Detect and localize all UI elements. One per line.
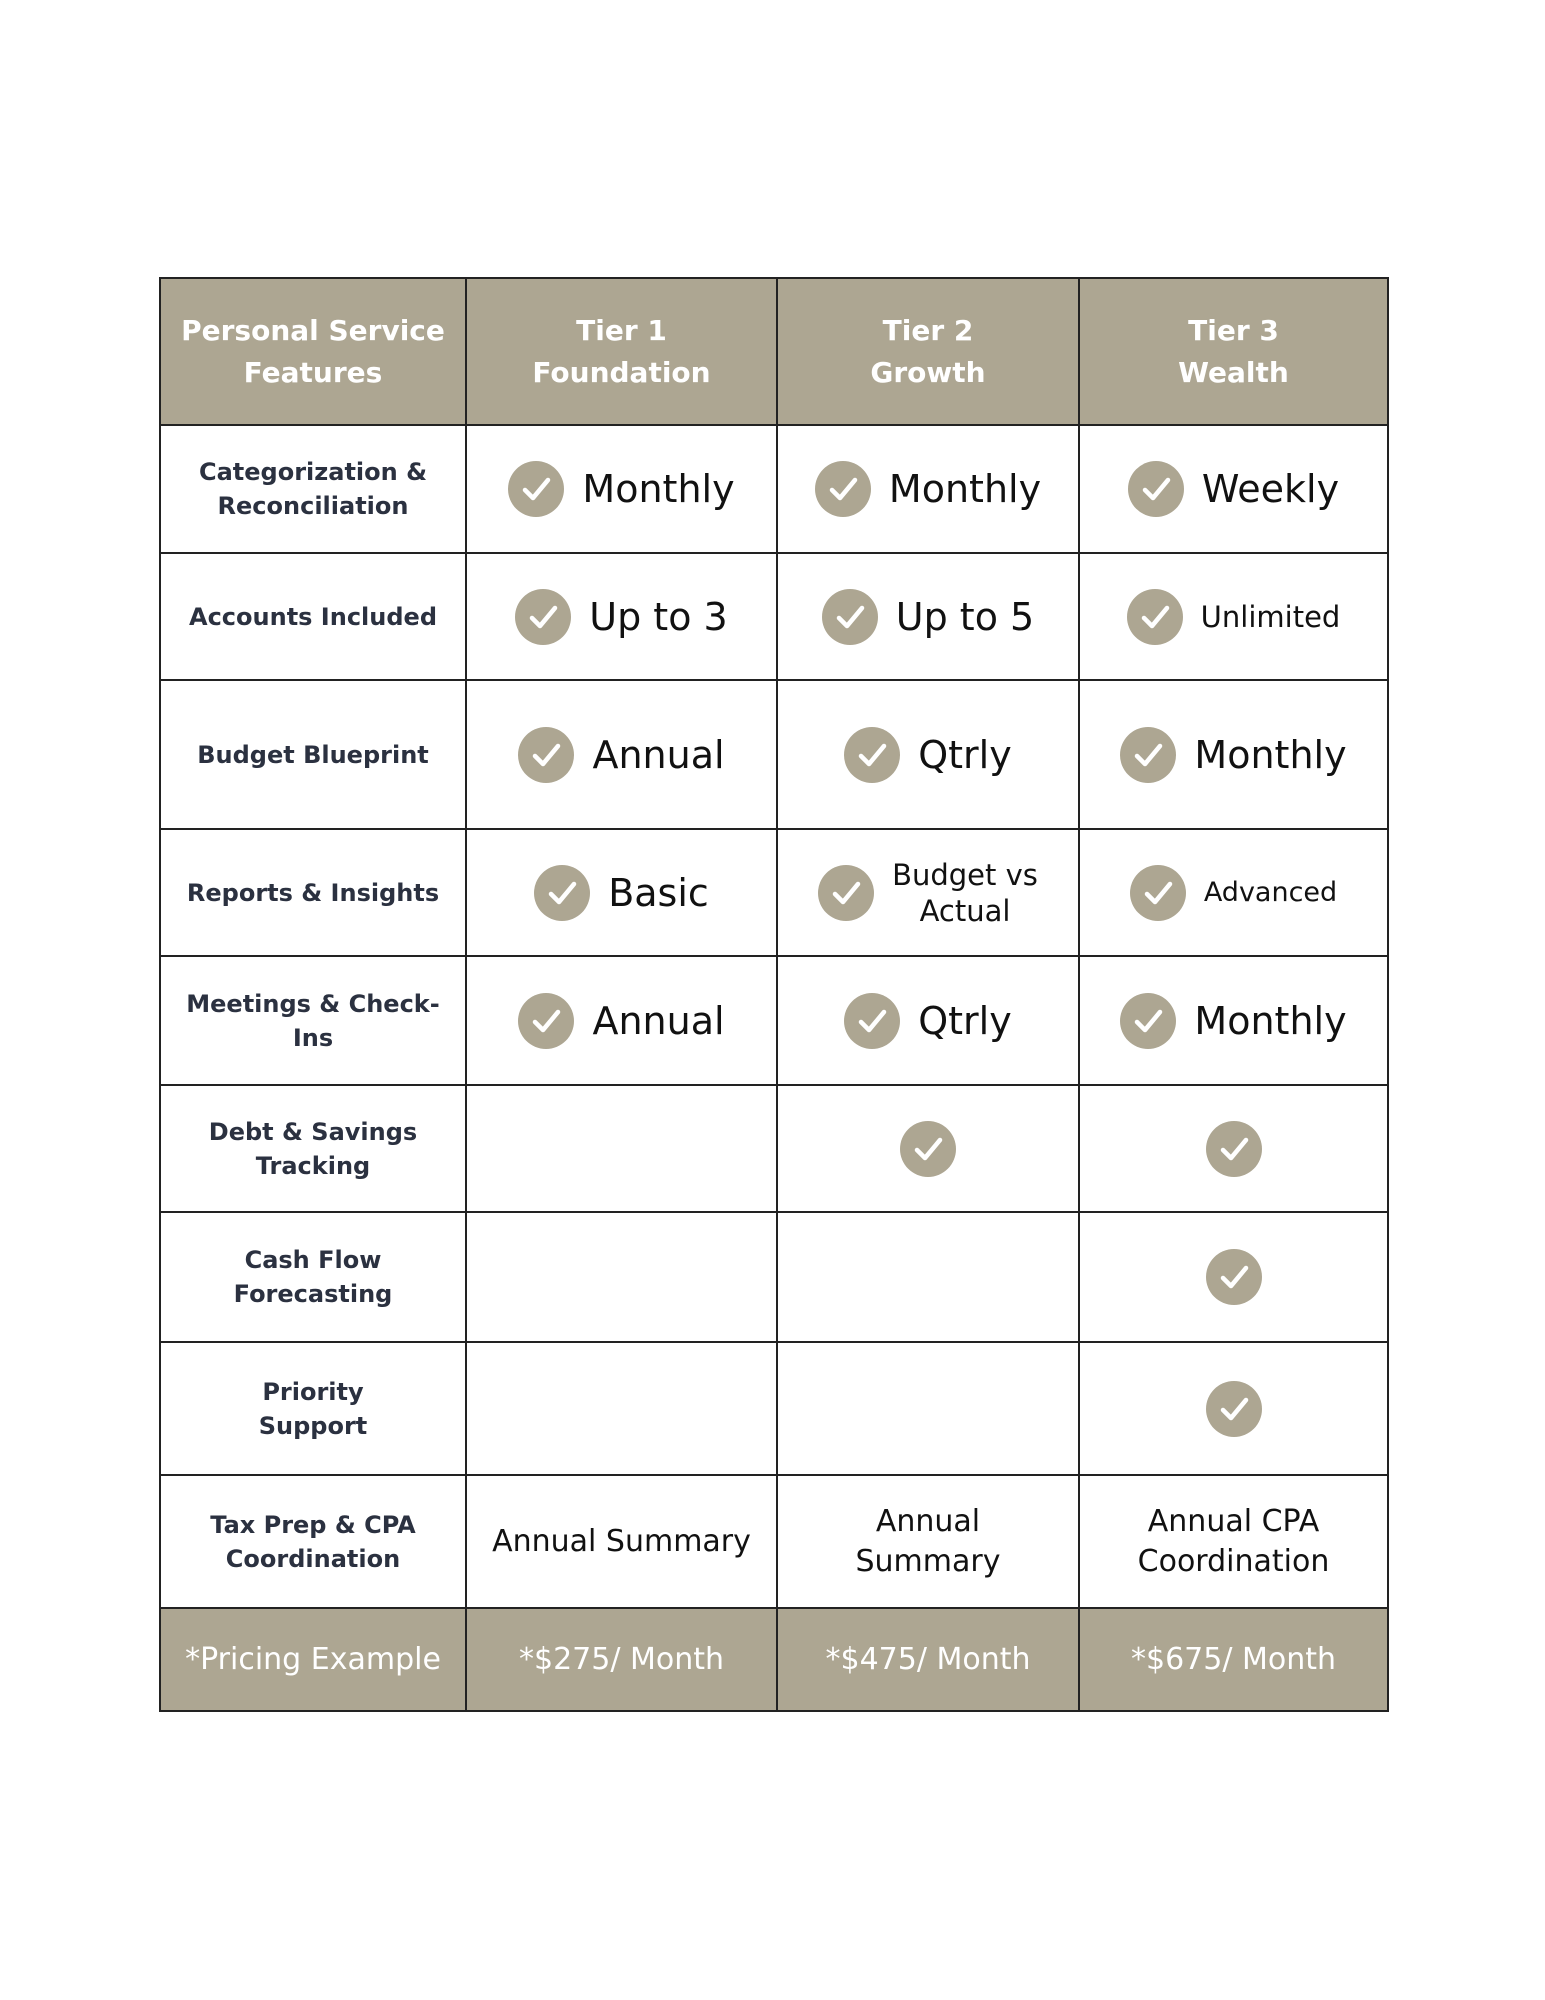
check-circle-icon: [822, 589, 878, 645]
check-circle-icon: [518, 993, 574, 1049]
header-features-line-1: Personal Service: [181, 313, 445, 347]
feature-value: [1202, 466, 1339, 512]
tier-1-cell: [466, 1085, 777, 1212]
feature-label-line: Cash Flow: [244, 1246, 382, 1274]
cell-content: [778, 554, 1078, 679]
feature-label-line: Support: [258, 1411, 368, 1440]
table-row: [160, 1212, 1388, 1342]
check-circle-icon: [815, 461, 871, 517]
check-circle-icon: [1206, 1249, 1262, 1305]
tier-1-cell: [466, 829, 777, 956]
tier-1-cell: [466, 1475, 777, 1608]
tier-2-cell: [777, 1212, 1079, 1342]
tier-2-cell: [777, 1085, 1079, 1212]
table-row: [160, 1085, 1388, 1212]
table-row: [160, 680, 1388, 829]
tier-1-cell: [466, 680, 777, 829]
pricing-row: [160, 1608, 1388, 1711]
value-line: Basic: [608, 870, 709, 915]
table-row: [160, 553, 1388, 680]
header-features: [160, 278, 466, 425]
header-tier-1: [466, 278, 777, 425]
tier-2-cell: [777, 1342, 1079, 1475]
cell-content: [778, 1086, 1078, 1211]
tier-2-title: Growth: [870, 355, 986, 389]
check-circle-icon: [518, 727, 574, 783]
cell-content: [467, 426, 776, 552]
tier-1-cell: [466, 553, 777, 680]
check-circle-icon: [844, 727, 900, 783]
check-circle-icon: [534, 865, 590, 921]
cell-content: [778, 681, 1078, 828]
price-tier-2: *$475/ Month: [777, 1608, 1079, 1711]
cell-content: [1080, 426, 1387, 552]
feature-label: [160, 553, 466, 680]
tier-3-cell: [1079, 956, 1388, 1085]
cell-content: [778, 1476, 1078, 1607]
feature-label-line: Categorization &: [198, 458, 427, 486]
tier-1-cell: [466, 956, 777, 1085]
tier-1-name: Tier 1: [576, 313, 667, 347]
check-circle-icon: [1120, 727, 1176, 783]
tier-1-cell: [466, 1342, 777, 1475]
feature-label-line: Priority: [262, 1377, 364, 1406]
check-circle-icon: [515, 589, 571, 645]
cell-content: [1080, 830, 1387, 955]
check-circle-icon: [1128, 461, 1184, 517]
check-circle-icon: [508, 461, 564, 517]
feature-label-line: Budget Blueprint: [197, 740, 429, 769]
feature-label: [160, 1085, 466, 1212]
feature-value: [592, 998, 724, 1044]
feature-label-line: Reconciliation: [217, 492, 409, 520]
value-line: Annual: [875, 1503, 981, 1539]
tax-prep-value: [1138, 1502, 1330, 1582]
value-line: Annual: [592, 732, 725, 777]
table-row: [160, 425, 1388, 553]
value-line: Qtrly: [918, 998, 1012, 1043]
cell-content: [467, 1343, 776, 1474]
cell-content: [1080, 957, 1387, 1084]
value-line: Unlimited: [1200, 599, 1341, 634]
cell-content: [1080, 1086, 1387, 1211]
feature-value: [1194, 998, 1346, 1044]
table-row: [160, 1342, 1388, 1475]
value-line: Monthly: [1194, 732, 1347, 777]
value-line: Actual: [919, 893, 1011, 928]
cell-content: [1080, 1476, 1387, 1607]
tier-3-cell: [1079, 425, 1388, 553]
value-line: Advanced: [1203, 876, 1338, 908]
feature-label-line: Debt & Savings: [208, 1117, 418, 1146]
value-line: Annual Summary: [492, 1523, 751, 1559]
cell-content: [467, 1213, 776, 1341]
tax-prep-value: [492, 1522, 751, 1562]
cell-content: [1080, 1213, 1387, 1341]
feature-label-line: Meetings & Check-: [186, 989, 440, 1018]
tier-3-name: Tier 3: [1188, 313, 1279, 347]
cell-content: [1080, 554, 1387, 679]
tier-2-cell: [777, 1475, 1079, 1608]
tier-2-cell: [777, 956, 1079, 1085]
check-circle-icon: [1206, 1121, 1262, 1177]
check-circle-icon: [844, 993, 900, 1049]
tier-2-cell: [777, 553, 1079, 680]
feature-value: [1204, 876, 1337, 910]
header-tier-2: [777, 278, 1079, 425]
feature-value: [918, 732, 1011, 778]
tier-1-cell: [466, 425, 777, 553]
tier-1-cell: [466, 1212, 777, 1342]
value-line: Annual CPA: [1147, 1503, 1320, 1539]
tier-3-cell: [1079, 1085, 1388, 1212]
tier-3-cell: [1079, 680, 1388, 829]
feature-value: [889, 466, 1041, 512]
header-features-line-2: Features: [243, 355, 383, 389]
cell-content: [778, 957, 1078, 1084]
header-tier-3: [1079, 278, 1388, 425]
pricing-table: [159, 277, 1389, 1712]
check-circle-icon: [1130, 865, 1186, 921]
price-tier-1: *$275/ Month: [466, 1608, 777, 1711]
feature-value: [896, 594, 1034, 640]
cell-content: [467, 554, 776, 679]
check-circle-icon: [1120, 993, 1176, 1049]
value-line: Monthly: [1194, 998, 1347, 1043]
tier-1-title: Foundation: [532, 355, 711, 389]
tier-3-cell: [1079, 829, 1388, 956]
feature-value: [918, 998, 1011, 1044]
tier-2-cell: [777, 680, 1079, 829]
feature-value: [589, 594, 727, 640]
feature-label: [160, 1212, 466, 1342]
feature-value: [1201, 599, 1341, 635]
feature-value: [582, 466, 734, 512]
cell-content: [1080, 681, 1387, 828]
tier-3-cell: [1079, 553, 1388, 680]
cell-content: [467, 830, 776, 955]
feature-label-line: Tax Prep & CPA: [210, 1510, 416, 1539]
cell-content: [778, 1343, 1078, 1474]
check-circle-icon: [818, 865, 874, 921]
tier-2-name: Tier 2: [882, 313, 974, 347]
feature-label-line: Ins: [292, 1023, 334, 1052]
tax-prep-value: [856, 1502, 1001, 1582]
price-tier-3: *$675/ Month: [1079, 1608, 1388, 1711]
table-row: [160, 829, 1388, 956]
feature-label: [160, 1342, 466, 1475]
feature-value: [608, 870, 709, 916]
value-line: Annual: [592, 998, 725, 1043]
cell-content: [778, 426, 1078, 552]
value-line: Weekly: [1201, 467, 1340, 511]
value-line: Monthly: [888, 467, 1042, 511]
feature-value: [892, 857, 1038, 929]
feature-label-line: Reports & Insights: [186, 878, 440, 907]
feature-label: [160, 829, 466, 956]
feature-label: [160, 425, 466, 553]
cell-content: [467, 957, 776, 1084]
cell-content: [467, 1086, 776, 1211]
feature-label: [160, 956, 466, 1085]
pricing-label: *Pricing Example: [160, 1608, 466, 1711]
cell-content: [1080, 1343, 1387, 1474]
tier-3-cell: [1079, 1475, 1388, 1608]
feature-label: [160, 680, 466, 829]
feature-value: [592, 732, 724, 778]
value-line: Qtrly: [918, 732, 1012, 777]
feature-label-line: Accounts Included: [189, 602, 437, 631]
value-line: Monthly: [582, 467, 735, 511]
tier-3-cell: [1079, 1342, 1388, 1475]
value-line: Coordination: [1137, 1543, 1330, 1579]
check-circle-icon: [1127, 589, 1183, 645]
cell-content: [778, 1213, 1078, 1341]
feature-label-line: Forecasting: [233, 1280, 393, 1308]
feature-label: [160, 1475, 466, 1608]
header-row: [160, 278, 1388, 425]
tier-2-cell: [777, 425, 1079, 553]
table-row: [160, 956, 1388, 1085]
check-circle-icon: [1206, 1381, 1262, 1437]
table-row: [160, 1475, 1388, 1608]
feature-label-line: Tracking: [255, 1151, 371, 1180]
cell-content: [467, 681, 776, 828]
feature-label-line: Coordination: [225, 1544, 401, 1573]
tier-2-cell: [777, 829, 1079, 956]
value-line: Budget vs: [892, 857, 1038, 892]
cell-content: [467, 1476, 776, 1607]
tier-3-title: Wealth: [1178, 355, 1289, 389]
cell-content: [778, 830, 1078, 955]
value-line: Up to 5: [895, 594, 1035, 639]
value-line: Summary: [855, 1543, 1001, 1579]
feature-value: [1194, 732, 1346, 778]
check-circle-icon: [900, 1121, 956, 1177]
tier-3-cell: [1079, 1212, 1388, 1342]
value-line: Up to 3: [589, 594, 728, 639]
